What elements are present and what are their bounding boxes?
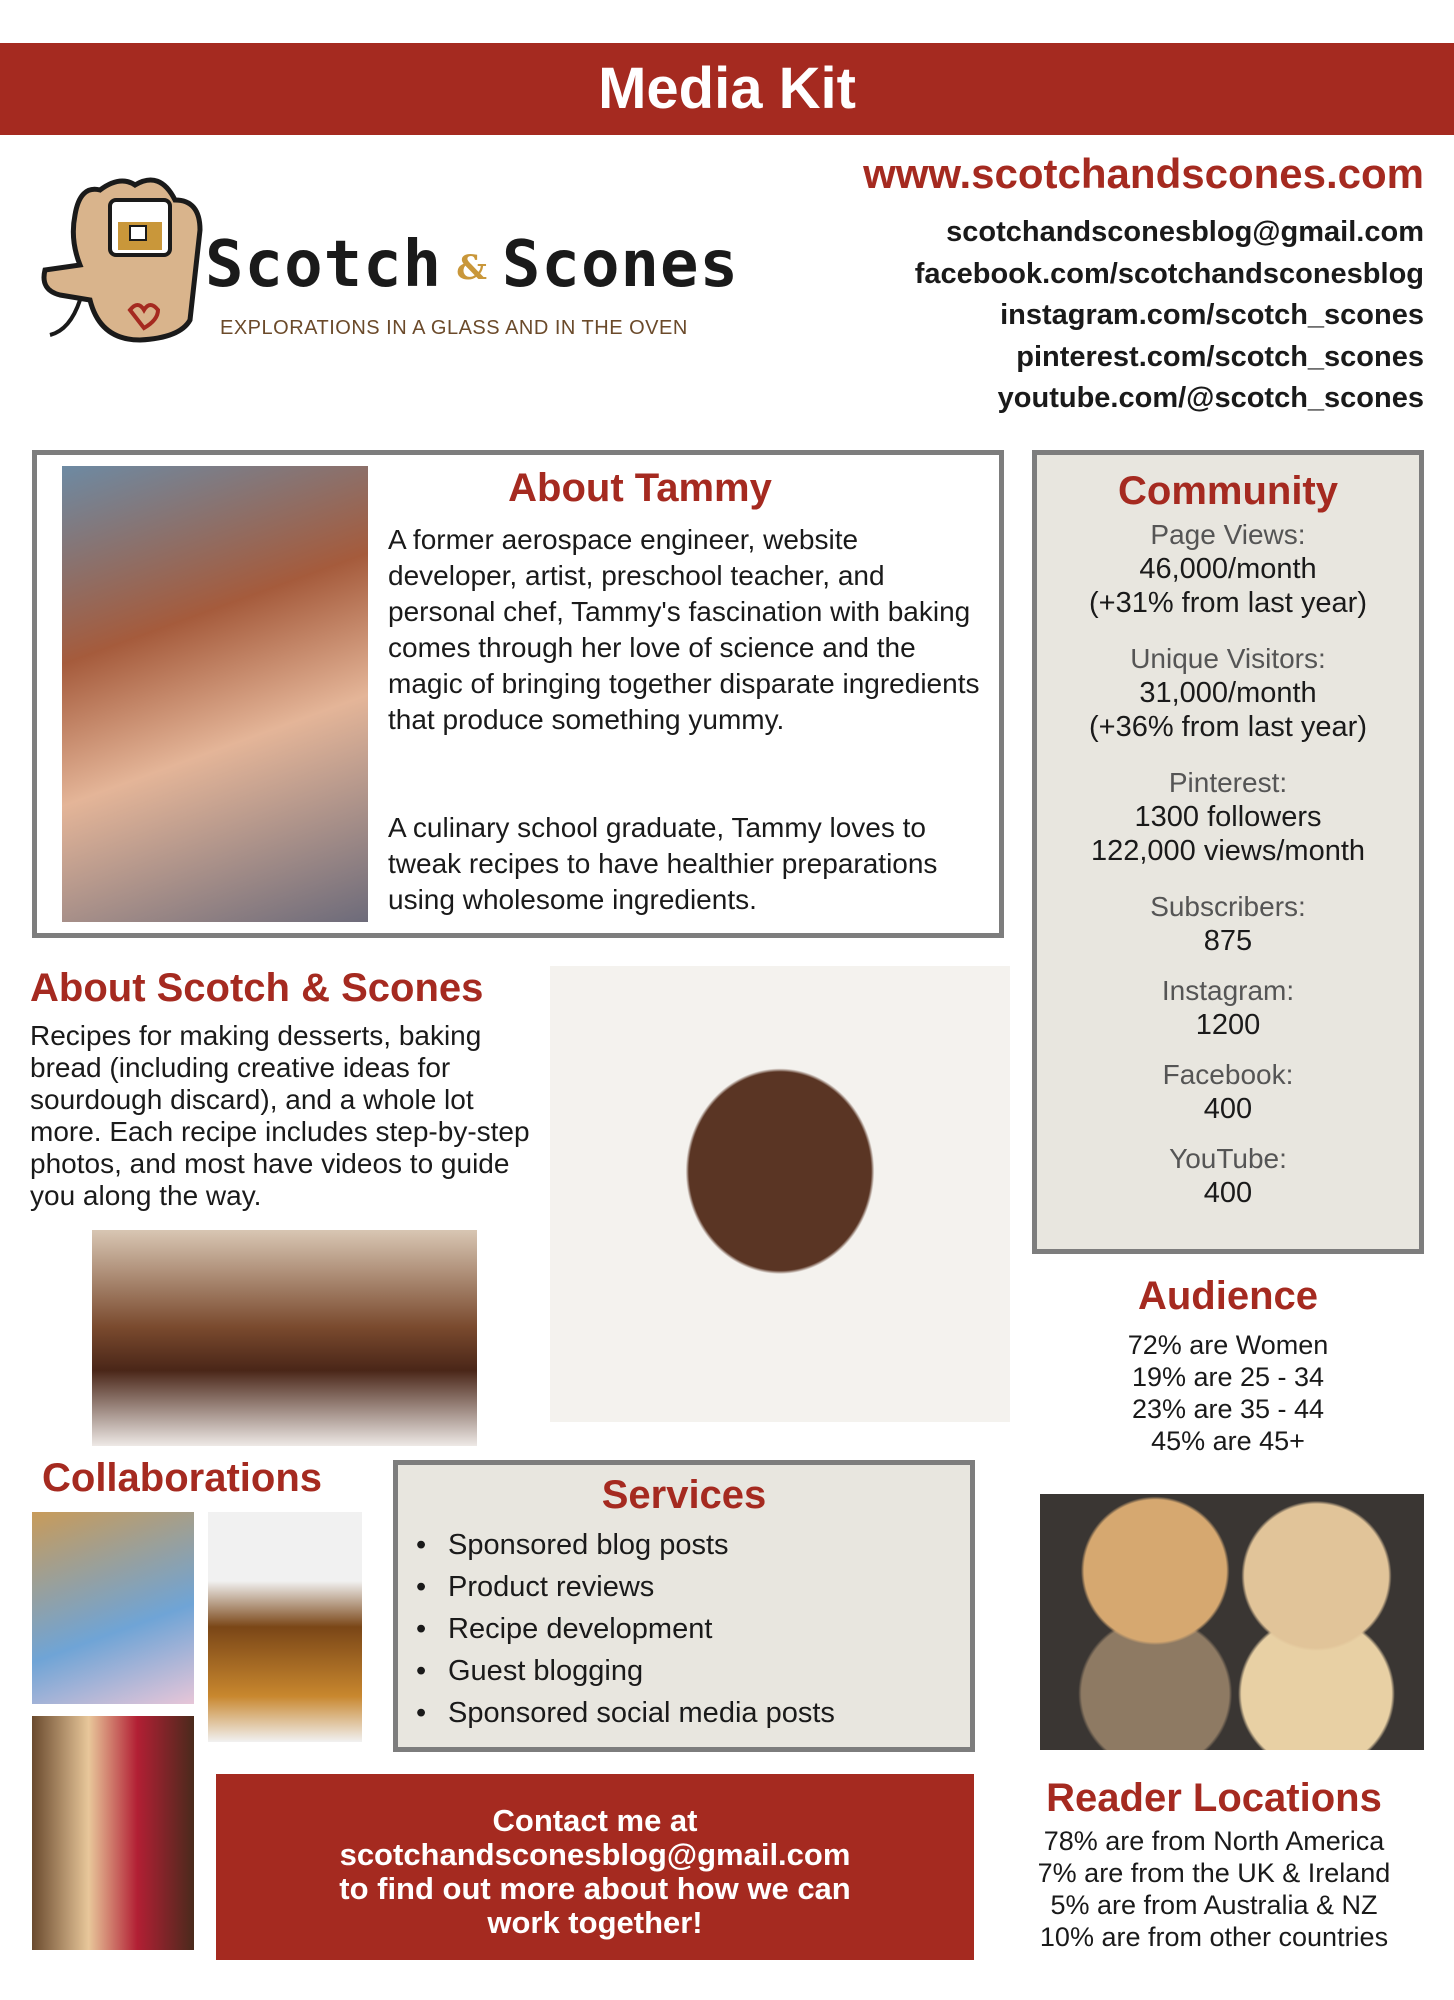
- community-stat: [1037, 1142, 1419, 1210]
- list-item: • Sponsored social media posts: [416, 1692, 970, 1734]
- tammy-portrait-photo: [62, 466, 368, 922]
- community-stat-label: Pinterest:: [1168, 767, 1288, 798]
- logo-word-scotch: Scotch: [205, 228, 443, 302]
- reader-locations-section: [990, 1776, 1438, 1953]
- community-stat: [1037, 974, 1419, 1042]
- about-site-heading: About Scotch & Scones: [30, 966, 484, 1010]
- community-stat: [1037, 518, 1419, 620]
- services-heading: Services: [601, 1473, 767, 1517]
- contact-line: Contact me at: [492, 1803, 698, 1838]
- collab-wine-photo: [32, 1716, 194, 1950]
- contact-links: [863, 150, 1424, 420]
- reader-location-item: 5% are from Australia & NZ: [1050, 1890, 1378, 1920]
- list-item: • Guest blogging: [416, 1650, 970, 1692]
- bagels-photo: [1040, 1494, 1424, 1750]
- services-panel: [393, 1460, 975, 1752]
- email-link[interactable]: scotchandsconesblog@gmail.com: [946, 216, 1424, 248]
- audience-item: 72% are Women: [1127, 1330, 1329, 1360]
- list-item: • Product reviews: [416, 1566, 970, 1608]
- pinterest-link[interactable]: pinterest.com/scotch_scones: [1016, 340, 1424, 373]
- community-stat-value: 1300 followers: [1134, 801, 1322, 833]
- community-stat-value: 46,000/month: [1139, 553, 1317, 585]
- community-stat: [1037, 642, 1419, 744]
- audience-item: 45% are 45+: [1151, 1426, 1305, 1456]
- about-tammy-heading: About Tammy: [508, 466, 772, 510]
- audience-heading: Audience: [1137, 1274, 1319, 1318]
- audience-item: 23% are 35 - 44: [1131, 1394, 1325, 1424]
- logo-word-scones: Scones: [501, 228, 740, 302]
- cookie-stack-photo: [550, 966, 1010, 1422]
- community-stat-value: 400: [1203, 1177, 1253, 1209]
- community-stat-value: 1200: [1195, 1009, 1261, 1041]
- about-tammy-paragraph-1: A former aerospace engineer, website developer, artist, preschool teacher, and personal chef, Tammy's fascination with baking comes through her love of science and the magic of bringing together disparate ingredients that produce something yummy.: [388, 524, 980, 735]
- collab-ice-cream-photo: [32, 1512, 194, 1704]
- collab-whisky-photo: [208, 1512, 362, 1742]
- reader-location-item: 78% are from North America: [1043, 1826, 1385, 1856]
- oven-mitt-icon: [40, 170, 220, 350]
- logo-wordmark: [205, 228, 739, 302]
- community-stat-value-2: 122,000 views/month: [1090, 835, 1366, 867]
- audience-section: [1030, 1274, 1426, 1457]
- facebook-link[interactable]: facebook.com/scotchandsconesblog: [914, 257, 1424, 290]
- community-stat-value: 400: [1203, 1093, 1253, 1125]
- reader-location-item: 7% are from the UK & Ireland: [1037, 1858, 1391, 1888]
- instagram-link[interactable]: instagram.com/scotch_scones: [1000, 299, 1424, 331]
- website-link[interactable]: www.scotchandscones.com: [863, 150, 1424, 197]
- community-stat-label: YouTube:: [1169, 1143, 1287, 1174]
- community-stat-value: 875: [1203, 925, 1253, 957]
- about-tammy-paragraph-2: A culinary school graduate, Tammy loves to tweak recipes to have healthier preparations using wholesome ingredients.: [388, 812, 938, 915]
- community-stat-change: (+31% from last year): [1088, 587, 1367, 619]
- collaborations-heading: Collaborations: [42, 1456, 323, 1500]
- contact-callout: [216, 1774, 974, 1960]
- logo-ampersand: &: [456, 248, 488, 289]
- community-stat-change: (+36% from last year): [1088, 711, 1367, 743]
- cake-photo: [92, 1230, 477, 1446]
- community-stat-label: Facebook:: [1162, 1059, 1294, 1090]
- community-stat-value: 31,000/month: [1139, 677, 1317, 709]
- list-item: • Recipe development: [416, 1608, 970, 1650]
- community-stat-label: Subscribers:: [1150, 891, 1306, 922]
- community-panel: [1032, 450, 1424, 1254]
- youtube-link[interactable]: youtube.com/@scotch_scones: [997, 382, 1424, 414]
- community-stat-label: Page Views:: [1150, 519, 1306, 550]
- community-heading: Community: [1118, 469, 1338, 513]
- reader-locations-heading: Reader Locations: [1046, 1776, 1382, 1820]
- community-stat-label: Unique Visitors:: [1130, 643, 1326, 674]
- about-site-text: Recipes for making desserts, baking bread (including creative ideas for sourdough discard), and a whole lot more. Each recipe includes step-by-step photos, and most have videos to guide you along the way.: [30, 1020, 530, 1211]
- audience-item: 19% are 25 - 34: [1131, 1362, 1325, 1392]
- contact-email[interactable]: scotchandsconesblog@gmail.com: [339, 1837, 851, 1872]
- contact-line: to find out more about how we can: [339, 1871, 851, 1906]
- services-list: [398, 1524, 970, 1734]
- contact-line: work together!: [487, 1905, 703, 1940]
- logo-tagline: EXPLORATIONS IN A GLASS AND IN THE OVEN: [220, 317, 688, 339]
- list-item: • Sponsored blog posts: [416, 1524, 970, 1566]
- community-stat: [1037, 1058, 1419, 1126]
- community-stat-label: Instagram:: [1161, 975, 1295, 1006]
- community-stat: [1037, 766, 1419, 868]
- community-stat: [1037, 890, 1419, 958]
- page-title: Media Kit: [0, 43, 1454, 135]
- reader-location-item: 10% are from other countries: [1039, 1922, 1389, 1952]
